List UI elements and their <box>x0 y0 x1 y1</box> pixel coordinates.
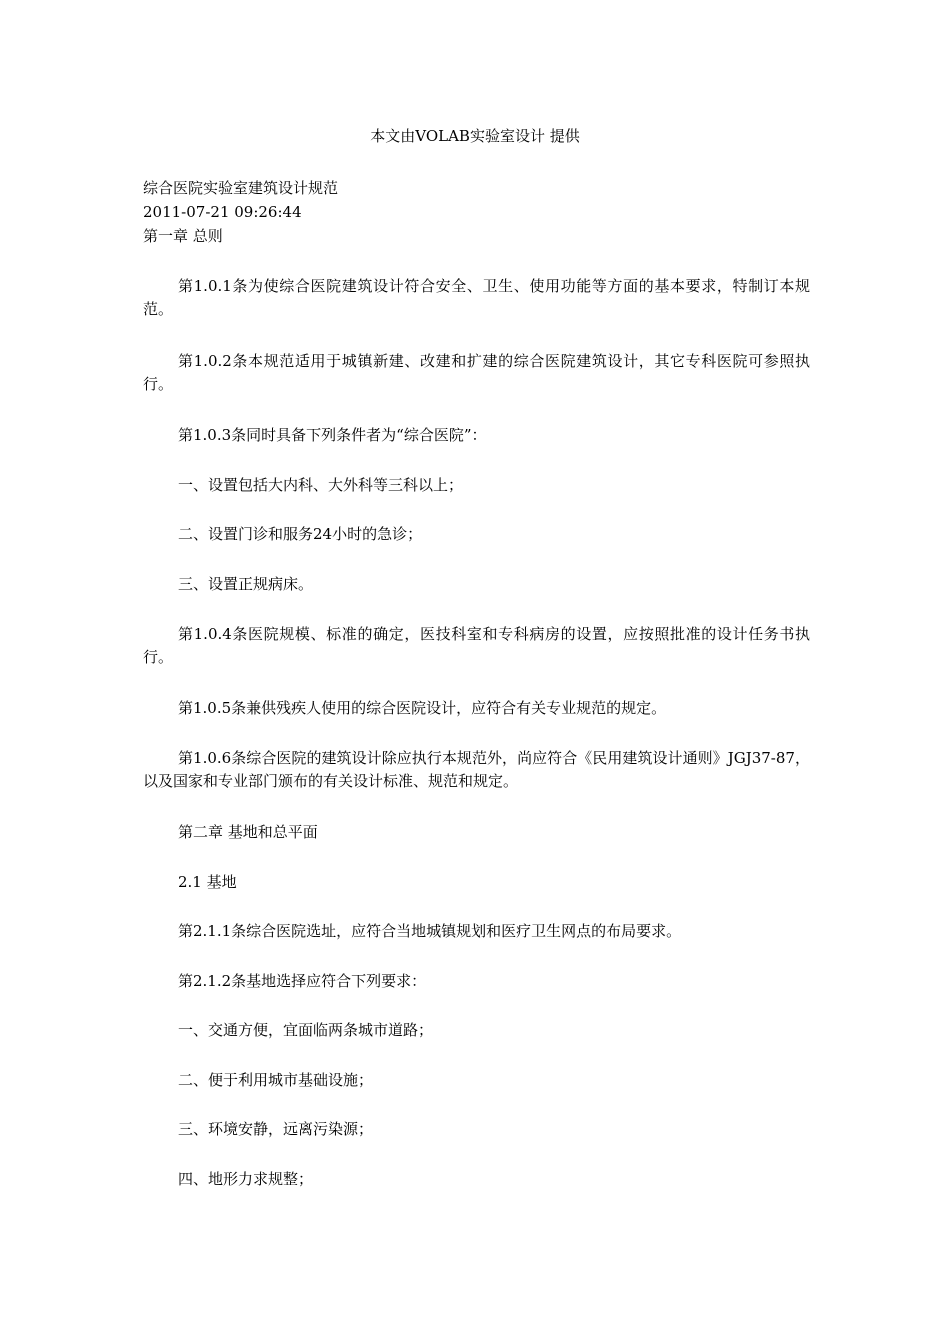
clause-1-0-3-item-2: 二、设置门诊和服务24小时的急诊； <box>178 525 423 543</box>
clause-1-0-1: 第1.0.1条为使综合医院建筑设计符合安全、卫生、使用功能等方面的基本要求，特制订本规范。 <box>143 277 810 318</box>
clause-2-1-2-item-1: 一、交通方便，宜面临两条城市道路； <box>178 1021 434 1039</box>
clause-2-1-2-item-3: 三、环境安静，远离污染源； <box>178 1120 374 1138</box>
clause-1-0-5: 第1.0.5条兼供残疾人使用的综合医院设计，应符合有关专业规范的规定。 <box>178 699 667 717</box>
document-datetime: 2011-07-21 09:26:44 <box>143 203 302 221</box>
clause-2-1-2-item-4: 四、地形力求规整； <box>178 1170 314 1188</box>
clause-2-1-2-item-2: 二、便于利用城市基础设施； <box>178 1071 374 1089</box>
clause-1-0-4: 第1.0.4条医院规模、标准的确定，医技科室和专科病房的设置，应按照批准的设计任务书执行。 <box>143 625 810 666</box>
clause-1-0-3-item-3: 三、设置正规病床。 <box>178 575 314 593</box>
clause-2-1-2: 第2.1.2条基地选择应符合下列要求： <box>178 972 427 990</box>
clause-1-0-3: 第1.0.3条同时具备下列条件者为“综合医院”： <box>178 426 487 444</box>
clause-1-0-6: 第1.0.6条综合医院的建筑设计除应执行本规范外，尚应符合《民用建筑设计通则》JGJ37-87，以及国家和专业部门颁布的有关设计标准、规范和规定。 <box>143 749 810 790</box>
chapter-1-heading: 第一章 总则 <box>143 227 223 245</box>
document-title: 综合医院实验室建筑设计规范 <box>143 179 339 197</box>
clause-2-1-1: 第2.1.1条综合医院选址，应符合当地城镇规划和医疗卫生网点的布局要求。 <box>178 922 682 940</box>
clause-1-0-3-item-1: 一、设置包括大内科、大外科等三科以上； <box>178 476 464 494</box>
chapter-2-heading: 第二章 基地和总平面 <box>178 823 318 841</box>
section-2-1-heading: 2.1 基地 <box>178 873 237 891</box>
clause-1-0-2: 第1.0.2条本规范适用于城镇新建、改建和扩建的综合医院建筑设计，其它专科医院可参照执行。 <box>143 352 810 393</box>
header-credit: 本文由VOLAB实验室设计 提供 <box>370 127 580 145</box>
